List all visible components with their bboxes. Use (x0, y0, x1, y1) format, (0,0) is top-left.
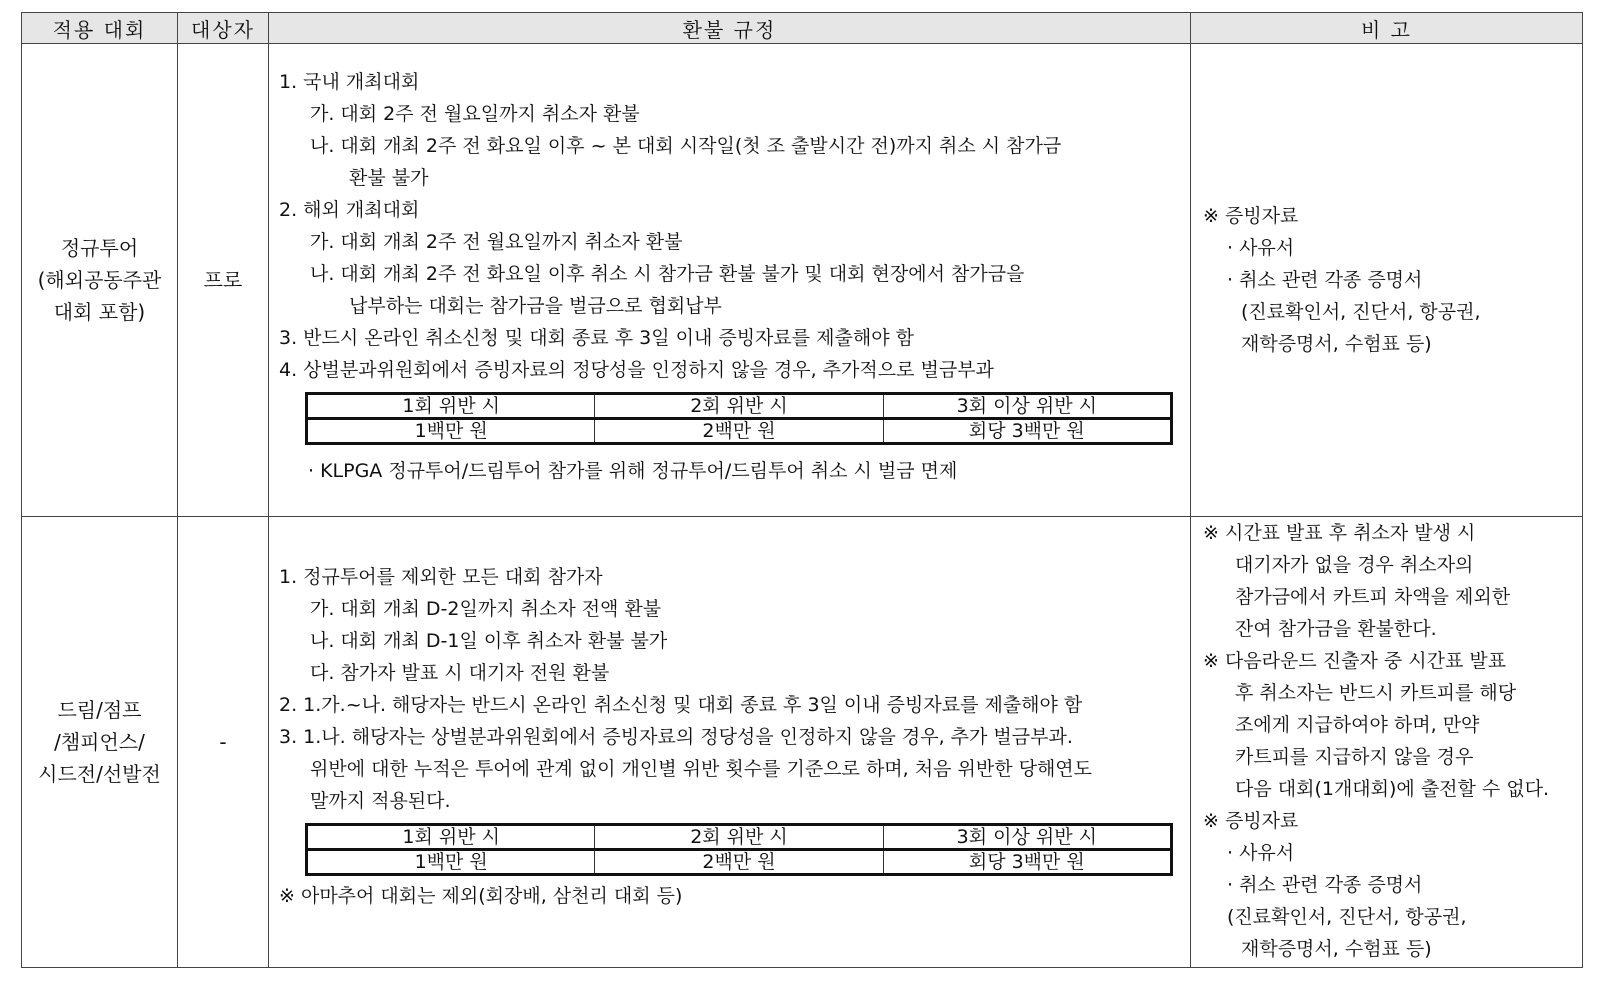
rule-line: 2. 1.가.~나. 해당자는 반드시 온라인 취소신청 및 대회 종료 후 3일 이내 증빙자료를 제출해야 함 (279, 694, 1083, 716)
event-name: 정규투어 (해외공동주관 대회 포함) (37, 236, 162, 324)
remark-line: 카트피를 지급하지 않을 경우 (1235, 746, 1474, 768)
rules-cell (269, 517, 1191, 968)
remark-line: 재학증명서, 수험표 등) (1241, 333, 1432, 355)
rule-line: 가. 대회 2주 전 월요일까지 취소자 환불 (310, 103, 640, 125)
remark-line: · 사유서 (1227, 237, 1295, 259)
fine-header: 3회 이상 위반 시 (883, 394, 1171, 419)
fine-value: 회당 3백만 원 (883, 850, 1171, 875)
fine-header: 2회 위반 시 (595, 825, 883, 850)
remark-line: ※ 증빙자료 (1203, 205, 1299, 227)
fine-value: 2백만 원 (595, 419, 883, 444)
rule-line: 환불 불가 (349, 167, 429, 189)
rule-line: 가. 대회 개최 2주 전 월요일까지 취소자 환불 (310, 231, 683, 253)
remark-line: · 취소 관련 각종 증명서 (1227, 269, 1423, 291)
remark-line: 대기자가 없을 경우 취소자의 (1235, 554, 1474, 576)
rule-line: 2. 해외 개최대회 (279, 199, 420, 221)
rule-line: 1. 정규투어를 제외한 모든 대회 참가자 (279, 566, 603, 588)
rule-line: 3. 반드시 온라인 취소신청 및 대회 종료 후 3일 이내 증빙자료를 제출해야 함 (279, 327, 914, 349)
rule-line: 나. 대회 개최 2주 전 화요일 이후 취소 시 참가금 환불 불가 및 대회 현장에서 참가금을 (310, 263, 1025, 285)
rule-line: 다. 참가자 발표 시 대기자 전원 환불 (310, 662, 610, 684)
fine-table (305, 823, 1173, 876)
rule-line: 3. 1.나. 해당자는 상벌분과위원회에서 증빙자료의 정당성을 인정하지 않을 경우, 추가 벌금부과. (279, 726, 1073, 748)
table-row (22, 517, 1583, 968)
target-label: 프로 (203, 268, 243, 292)
refund-policy-sheet (21, 12, 1582, 968)
remark-line: · 취소 관련 각종 증명서 (1227, 874, 1423, 896)
rule-line: 나. 대회 개최 2주 전 화요일 이후 ~ 본 대회 시작일(첫 조 출발시간 전)까지 취소 시 참가금 (310, 135, 1062, 157)
fine-value: 1백만 원 (307, 419, 595, 444)
remarks-cell (1191, 517, 1583, 968)
rule-footnote: ※ 아마추어 대회는 제외(회장배, 삼천리 대회 등) (279, 885, 683, 907)
rule-line: 가. 대회 개최 D-2일까지 취소자 전액 환불 (310, 598, 662, 620)
fine-header: 3회 이상 위반 시 (883, 825, 1171, 850)
fine-value: 회당 3백만 원 (883, 419, 1171, 444)
rule-line: 말까지 적용된다. (310, 790, 451, 812)
remark-line: (진료확인서, 진단서, 항공권, (1241, 301, 1481, 323)
remark-line: ※ 다음라운드 진출자 중 시간표 발표 (1203, 650, 1507, 672)
header-row (22, 13, 1583, 44)
remark-line: · 사유서 (1227, 842, 1295, 864)
header-rules: 환불 규정 (269, 13, 1191, 44)
remark-line: ※ 시간표 발표 후 취소자 발생 시 (1203, 522, 1476, 544)
rule-line: 납부하는 대회는 참가금을 벌금으로 협회납부 (349, 295, 722, 317)
rule-line: 4. 상벌분과위원회에서 증빙자료의 정당성을 인정하지 않을 경우, 추가적으로 벌금부과 (279, 359, 994, 381)
remark-line: 참가금에서 카트피 차액을 제외한 (1235, 586, 1511, 608)
remark-line: 잔여 참가금을 환불한다. (1235, 618, 1437, 640)
remark-line: (진료확인서, 진단서, 항공권, (1227, 906, 1467, 928)
table-row (22, 44, 1583, 517)
remark-line: 조에게 지급하여야 하며, 만약 (1235, 714, 1480, 736)
remark-line: 다음 대회(1개대회)에 출전할 수 없다. (1235, 778, 1550, 800)
remark-line: 재학증명서, 수험표 등) (1241, 938, 1432, 960)
refund-policy-table (21, 12, 1583, 968)
fine-table (305, 392, 1173, 445)
rule-footnote: · KLPGA 정규투어/드림투어 참가를 위해 정규투어/드림투어 취소 시 벌금 면제 (308, 460, 958, 482)
event-cell (22, 517, 178, 968)
rule-line: 1. 국내 개최대회 (279, 71, 420, 93)
remarks-cell (1191, 44, 1583, 517)
target-cell (178, 517, 269, 968)
target-label: - (219, 730, 227, 754)
header-target: 대상자 (178, 13, 269, 44)
rule-line: 나. 대회 개최 D-1일 이후 취소자 환불 불가 (310, 630, 668, 652)
fine-value: 1백만 원 (307, 850, 595, 875)
remark-line: ※ 증빙자료 (1203, 810, 1299, 832)
event-cell (22, 44, 178, 517)
fine-header: 2회 위반 시 (595, 394, 883, 419)
rules-cell (269, 44, 1191, 517)
header-event: 적용 대회 (22, 13, 178, 44)
remark-line: 후 취소자는 반드시 카트피를 해당 (1235, 682, 1517, 704)
rule-line: 위반에 대한 누적은 투어에 관계 없이 개인별 위반 횟수를 기준으로 하며, 처음 위반한 당해연도 (310, 758, 1093, 780)
fine-header: 1회 위반 시 (307, 825, 595, 850)
target-cell (178, 44, 269, 517)
fine-header: 1회 위반 시 (307, 394, 595, 419)
event-name: 드림/점프 /챔피언스/ 시드전/선발전 (38, 698, 161, 786)
header-remarks: 비 고 (1191, 13, 1583, 44)
fine-value: 2백만 원 (595, 850, 883, 875)
